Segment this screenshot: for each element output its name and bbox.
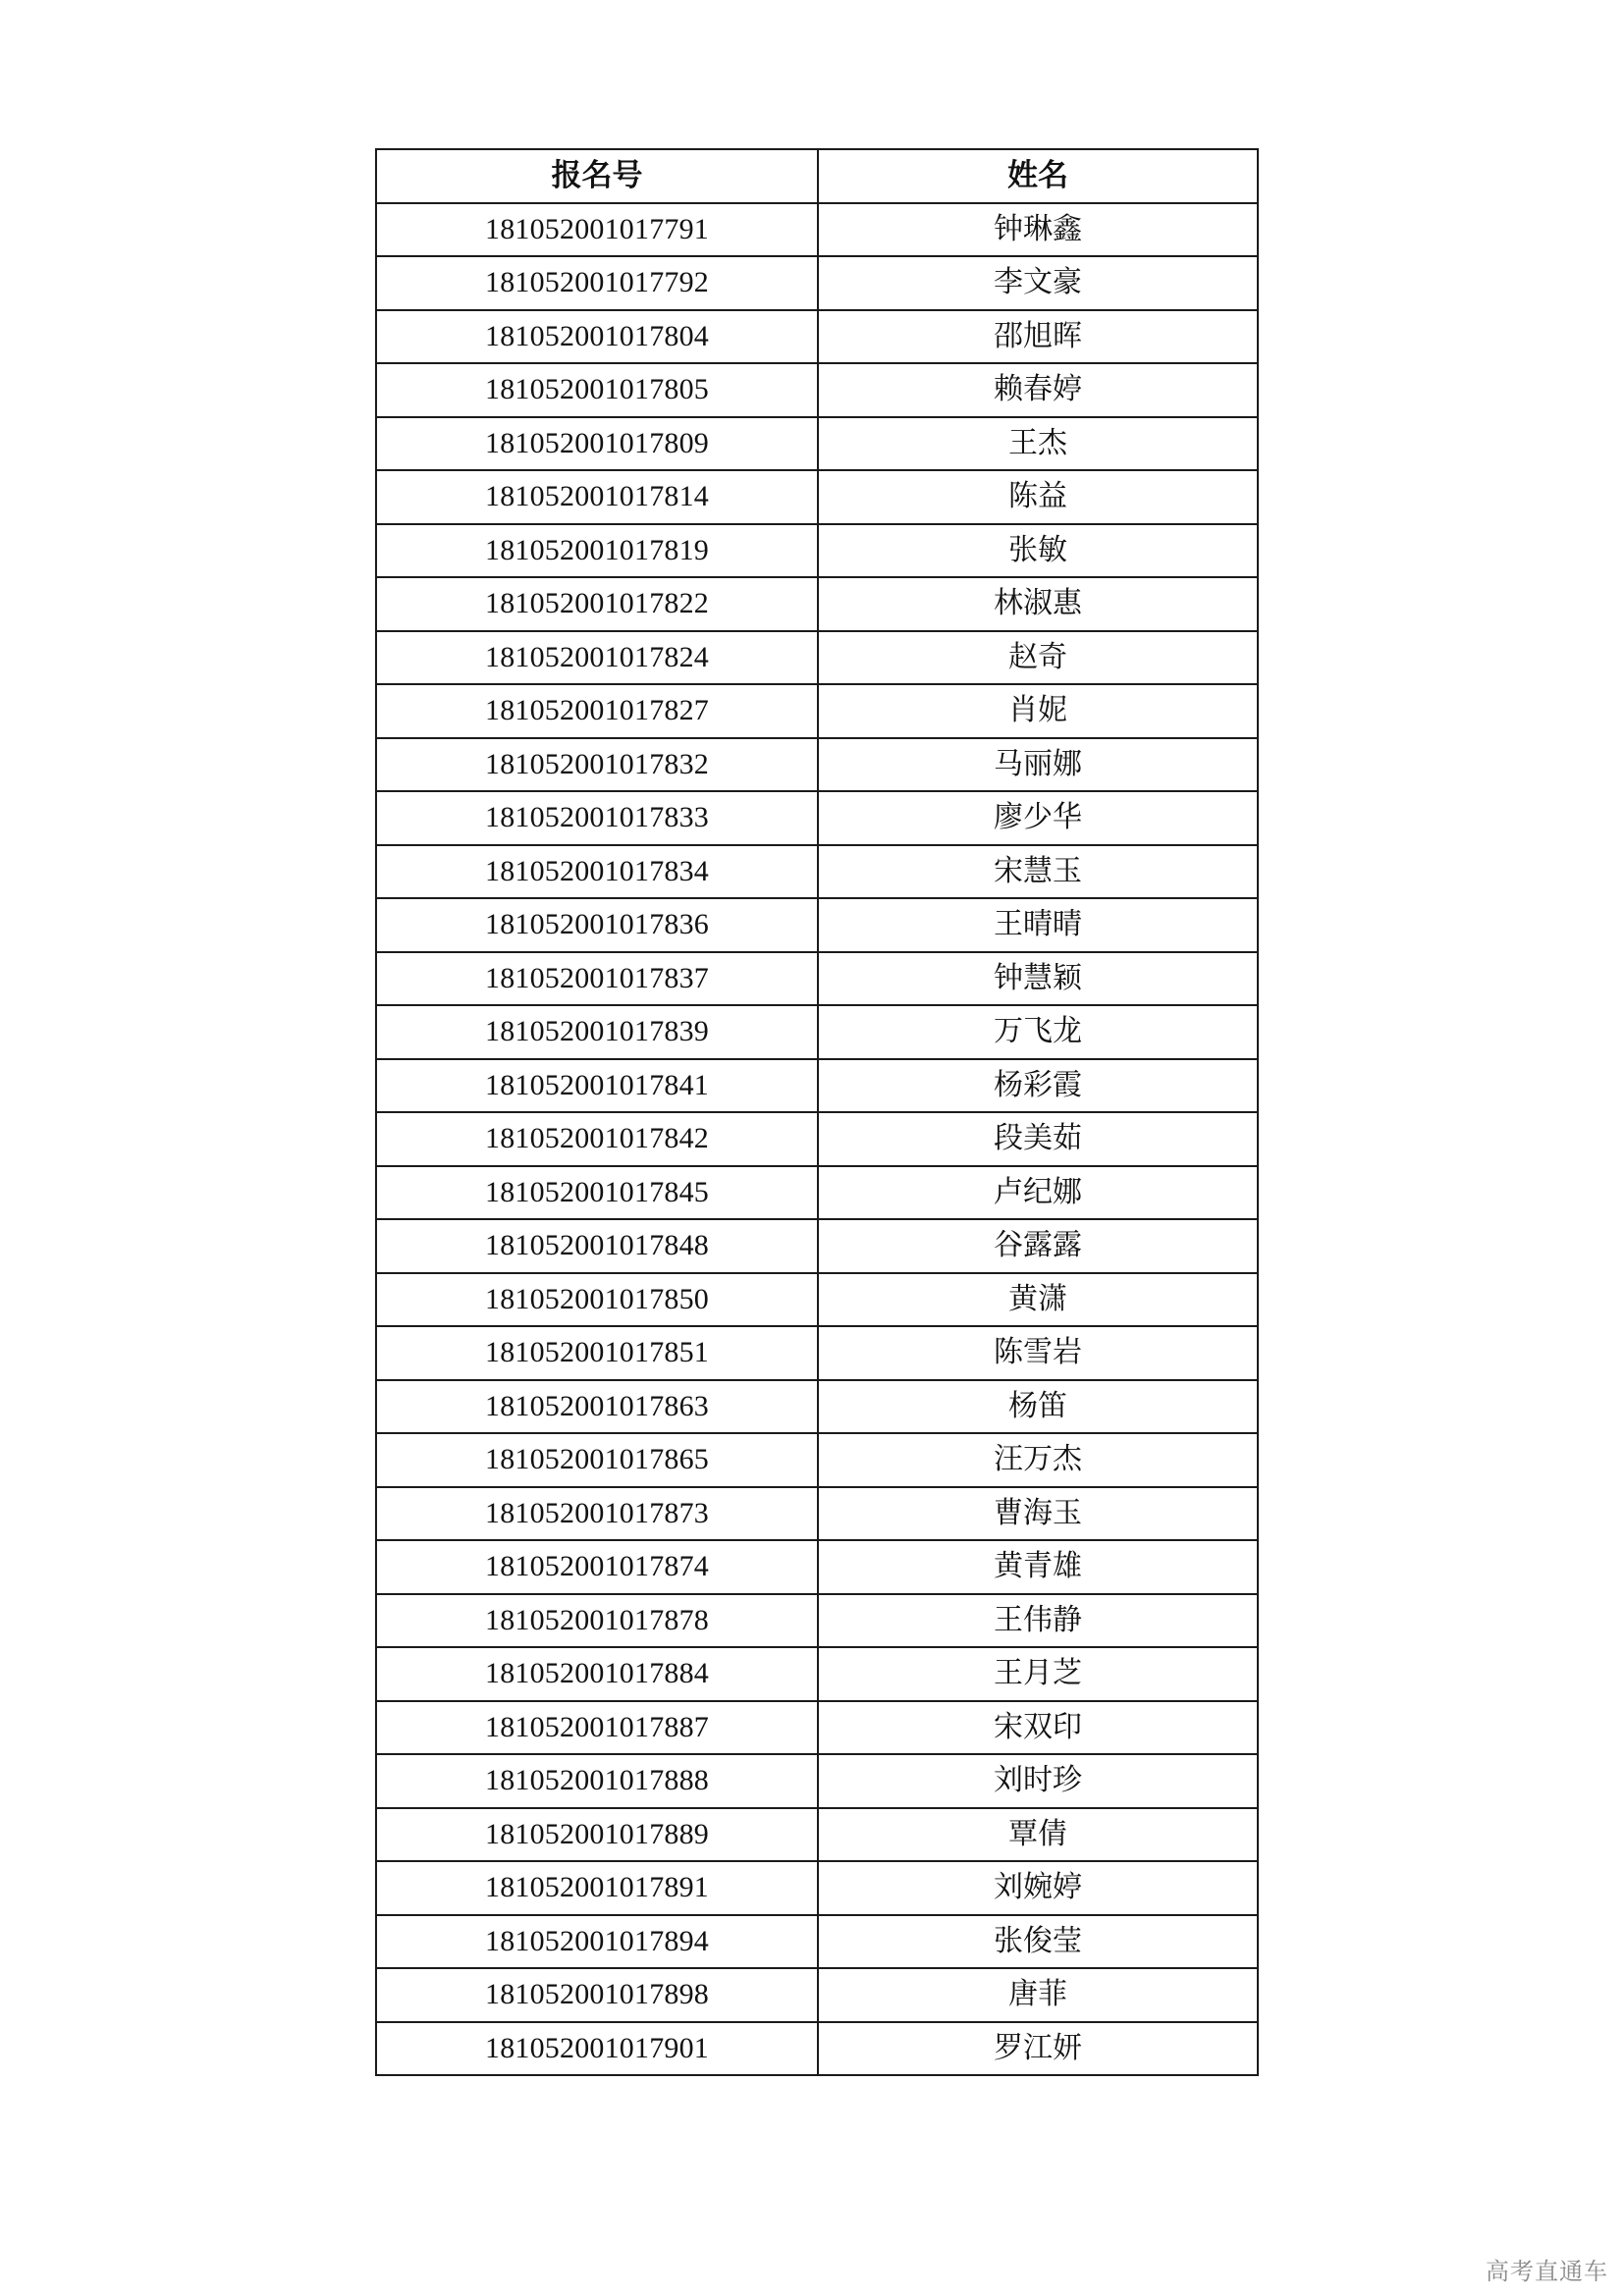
name-cell: 宋双印 (818, 1701, 1258, 1755)
name-cell: 马丽娜 (818, 738, 1258, 792)
table-row (376, 203, 1258, 257)
table-header-row (376, 149, 1258, 203)
registration-number-cell: 181052001017804 (376, 310, 818, 364)
name-cell: 李文豪 (818, 256, 1258, 310)
registration-number-cell: 181052001017891 (376, 1861, 818, 1915)
registration-number-cell: 181052001017842 (376, 1112, 818, 1166)
table-row (376, 1112, 1258, 1166)
name-cell: 万飞龙 (818, 1005, 1258, 1059)
table-row (376, 631, 1258, 685)
table-row (376, 1594, 1258, 1648)
registration-number-cell: 181052001017819 (376, 524, 818, 578)
name-cell: 黄潇 (818, 1273, 1258, 1327)
table-row (376, 1701, 1258, 1755)
registration-number-cell: 181052001017894 (376, 1915, 818, 1969)
registration-number-cell: 181052001017888 (376, 1754, 818, 1808)
name-cell: 钟琳鑫 (818, 203, 1258, 257)
table-row (376, 1915, 1258, 1969)
table-row (376, 470, 1258, 524)
table-row (376, 952, 1258, 1006)
registration-number-cell: 181052001017837 (376, 952, 818, 1006)
table-row (376, 791, 1258, 845)
table-row (376, 1273, 1258, 1327)
registration-number-cell: 181052001017824 (376, 631, 818, 685)
registration-number-cell: 181052001017878 (376, 1594, 818, 1648)
registration-number-cell: 181052001017841 (376, 1059, 818, 1113)
table-row (376, 1647, 1258, 1701)
registration-number-cell: 181052001017887 (376, 1701, 818, 1755)
table-row (376, 1219, 1258, 1273)
name-cell: 陈益 (818, 470, 1258, 524)
registration-number-cell: 181052001017833 (376, 791, 818, 845)
name-cell: 张敏 (818, 524, 1258, 578)
registration-number-cell: 181052001017814 (376, 470, 818, 524)
registration-number-cell: 181052001017874 (376, 1540, 818, 1594)
header-name: 姓名 (818, 149, 1258, 203)
table-row (376, 1808, 1258, 1862)
table-row (376, 256, 1258, 310)
name-cell: 宋慧玉 (818, 845, 1258, 899)
name-cell: 邵旭晖 (818, 310, 1258, 364)
name-cell: 杨彩霞 (818, 1059, 1258, 1113)
roster-table (375, 148, 1259, 2076)
registration-number-cell: 181052001017792 (376, 256, 818, 310)
registration-number-cell: 181052001017863 (376, 1380, 818, 1434)
table-row (376, 417, 1258, 471)
name-cell: 唐菲 (818, 1968, 1258, 2022)
name-cell: 赵奇 (818, 631, 1258, 685)
table-row (376, 1861, 1258, 1915)
table-row (376, 1326, 1258, 1380)
name-cell: 段美茹 (818, 1112, 1258, 1166)
registration-number-cell: 181052001017851 (376, 1326, 818, 1380)
table-row (376, 1540, 1258, 1594)
name-cell: 廖少华 (818, 791, 1258, 845)
name-cell: 王月芝 (818, 1647, 1258, 1701)
table-row (376, 845, 1258, 899)
table-row (376, 2022, 1258, 2076)
name-cell: 肖妮 (818, 684, 1258, 738)
table-row (376, 898, 1258, 952)
name-cell: 汪万杰 (818, 1433, 1258, 1487)
registration-number-cell: 181052001017809 (376, 417, 818, 471)
registration-number-cell: 181052001017850 (376, 1273, 818, 1327)
registration-number-cell: 181052001017791 (376, 203, 818, 257)
registration-number-cell: 181052001017805 (376, 363, 818, 417)
table-row (376, 310, 1258, 364)
table-row (376, 524, 1258, 578)
table-row (376, 1433, 1258, 1487)
registration-number-cell: 181052001017865 (376, 1433, 818, 1487)
header-registration-number: 报名号 (376, 149, 818, 203)
name-cell: 罗江妍 (818, 2022, 1258, 2076)
name-cell: 林淑惠 (818, 577, 1258, 631)
table-row (376, 363, 1258, 417)
name-cell: 张俊莹 (818, 1915, 1258, 1969)
registration-number-cell: 181052001017827 (376, 684, 818, 738)
registration-number-cell: 181052001017898 (376, 1968, 818, 2022)
name-cell: 谷露露 (818, 1219, 1258, 1273)
table-row (376, 1059, 1258, 1113)
watermark-text: 高考直通车 (1486, 2258, 1608, 2285)
registration-number-cell: 181052001017845 (376, 1166, 818, 1220)
registration-number-cell: 181052001017848 (376, 1219, 818, 1273)
name-cell: 刘婉婷 (818, 1861, 1258, 1915)
registration-number-cell: 181052001017834 (376, 845, 818, 899)
table-body (376, 203, 1258, 2076)
name-cell: 赖春婷 (818, 363, 1258, 417)
name-cell: 黄青雄 (818, 1540, 1258, 1594)
registration-number-cell: 181052001017901 (376, 2022, 818, 2076)
registration-number-cell: 181052001017873 (376, 1487, 818, 1541)
table-row (376, 1005, 1258, 1059)
table-row (376, 1166, 1258, 1220)
name-cell: 覃倩 (818, 1808, 1258, 1862)
registration-number-cell: 181052001017822 (376, 577, 818, 631)
table-row (376, 1968, 1258, 2022)
name-cell: 陈雪岩 (818, 1326, 1258, 1380)
name-cell: 钟慧颖 (818, 952, 1258, 1006)
registration-number-cell: 181052001017836 (376, 898, 818, 952)
registration-number-cell: 181052001017832 (376, 738, 818, 792)
table-row (376, 684, 1258, 738)
table-row (376, 1754, 1258, 1808)
table-row (376, 1380, 1258, 1434)
name-cell: 王杰 (818, 417, 1258, 471)
name-cell: 卢纪娜 (818, 1166, 1258, 1220)
table-row (376, 1487, 1258, 1541)
table-row (376, 577, 1258, 631)
name-cell: 曹海玉 (818, 1487, 1258, 1541)
table-row (376, 738, 1258, 792)
registration-number-cell: 181052001017884 (376, 1647, 818, 1701)
registration-number-cell: 181052001017889 (376, 1808, 818, 1862)
name-cell: 王伟静 (818, 1594, 1258, 1648)
name-cell: 刘时珍 (818, 1754, 1258, 1808)
name-cell: 杨笛 (818, 1380, 1258, 1434)
registration-number-cell: 181052001017839 (376, 1005, 818, 1059)
name-cell: 王晴晴 (818, 898, 1258, 952)
